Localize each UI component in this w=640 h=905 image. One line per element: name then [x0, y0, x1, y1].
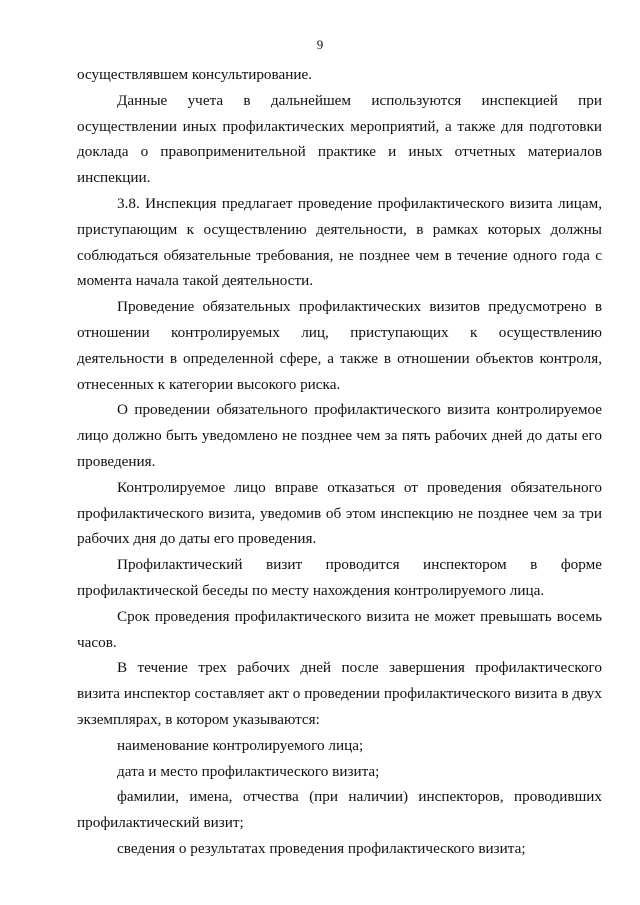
paragraph-visit-act: В течение трех рабочих дней после завершения профилактического визита инспектор составляет акт о проведении профилактического визита в двух экземплярах, в котором указываются: — [77, 659, 602, 728]
list-item-date-place: дата и место профилактического визита; — [117, 762, 380, 780]
list-item-entity-name: наименование контролируемого лица; — [117, 736, 364, 754]
paragraph-section-3-8: 3.8. Инспекция предлагает проведение профилактического визита лицам, приступающим к осуществлению деятельности, в рамках которых должны соблюдаться обязательные требования, не позднее чем в течение одного года с момента начала такой деятельности. — [77, 194, 602, 290]
paragraph-continuation: осуществлявшем консультирование. — [77, 66, 313, 83]
paragraph-refusal: Контролируемое лицо вправе отказаться от проведения обязательного профилактического визита, уведомив об этом инспекцию не позднее чем за три рабочих дня до даты его проведения. — [77, 478, 602, 548]
paragraph-mandatory-visits: Проведение обязательных профилактических визитов предусмотрено в отношении контролируемых лиц, приступающих к осуществлению деятельности в определенной сфере, а также в отношении объектов контроля, отнесенных к категории высокого риска. — [77, 298, 602, 393]
paragraph-visit-form: Профилактический визит проводится инспектором в форме профилактической беседы по месту нахождения контролируемого лица. — [77, 556, 602, 599]
paragraph-notification: О проведении обязательного профилактического визита контролируемое лицо должно быть уведомлено не позднее чем за пять рабочих дней до даты его проведения. — [77, 401, 602, 470]
paragraph-visit-duration: Срок проведения профилактического визита не может превышать восемь часов. — [77, 607, 602, 651]
page-number: 9 — [316, 37, 324, 52]
list-item-inspectors: фамилии, имена, отчества (при наличии) инспекторов, проводивших профилактический визит; — [77, 788, 602, 832]
paragraph-accounting-data: Данные учета в дальнейшем используются инспекцией при осуществлении иных профилактических мероприятий, а также для подготовки доклада о правоприменительной практике и иных отчетных материалов инспекции. — [77, 91, 602, 187]
list-item-results: сведения о результатах проведения профилактического визита; — [117, 839, 526, 857]
document-body — [77, 62, 602, 862]
